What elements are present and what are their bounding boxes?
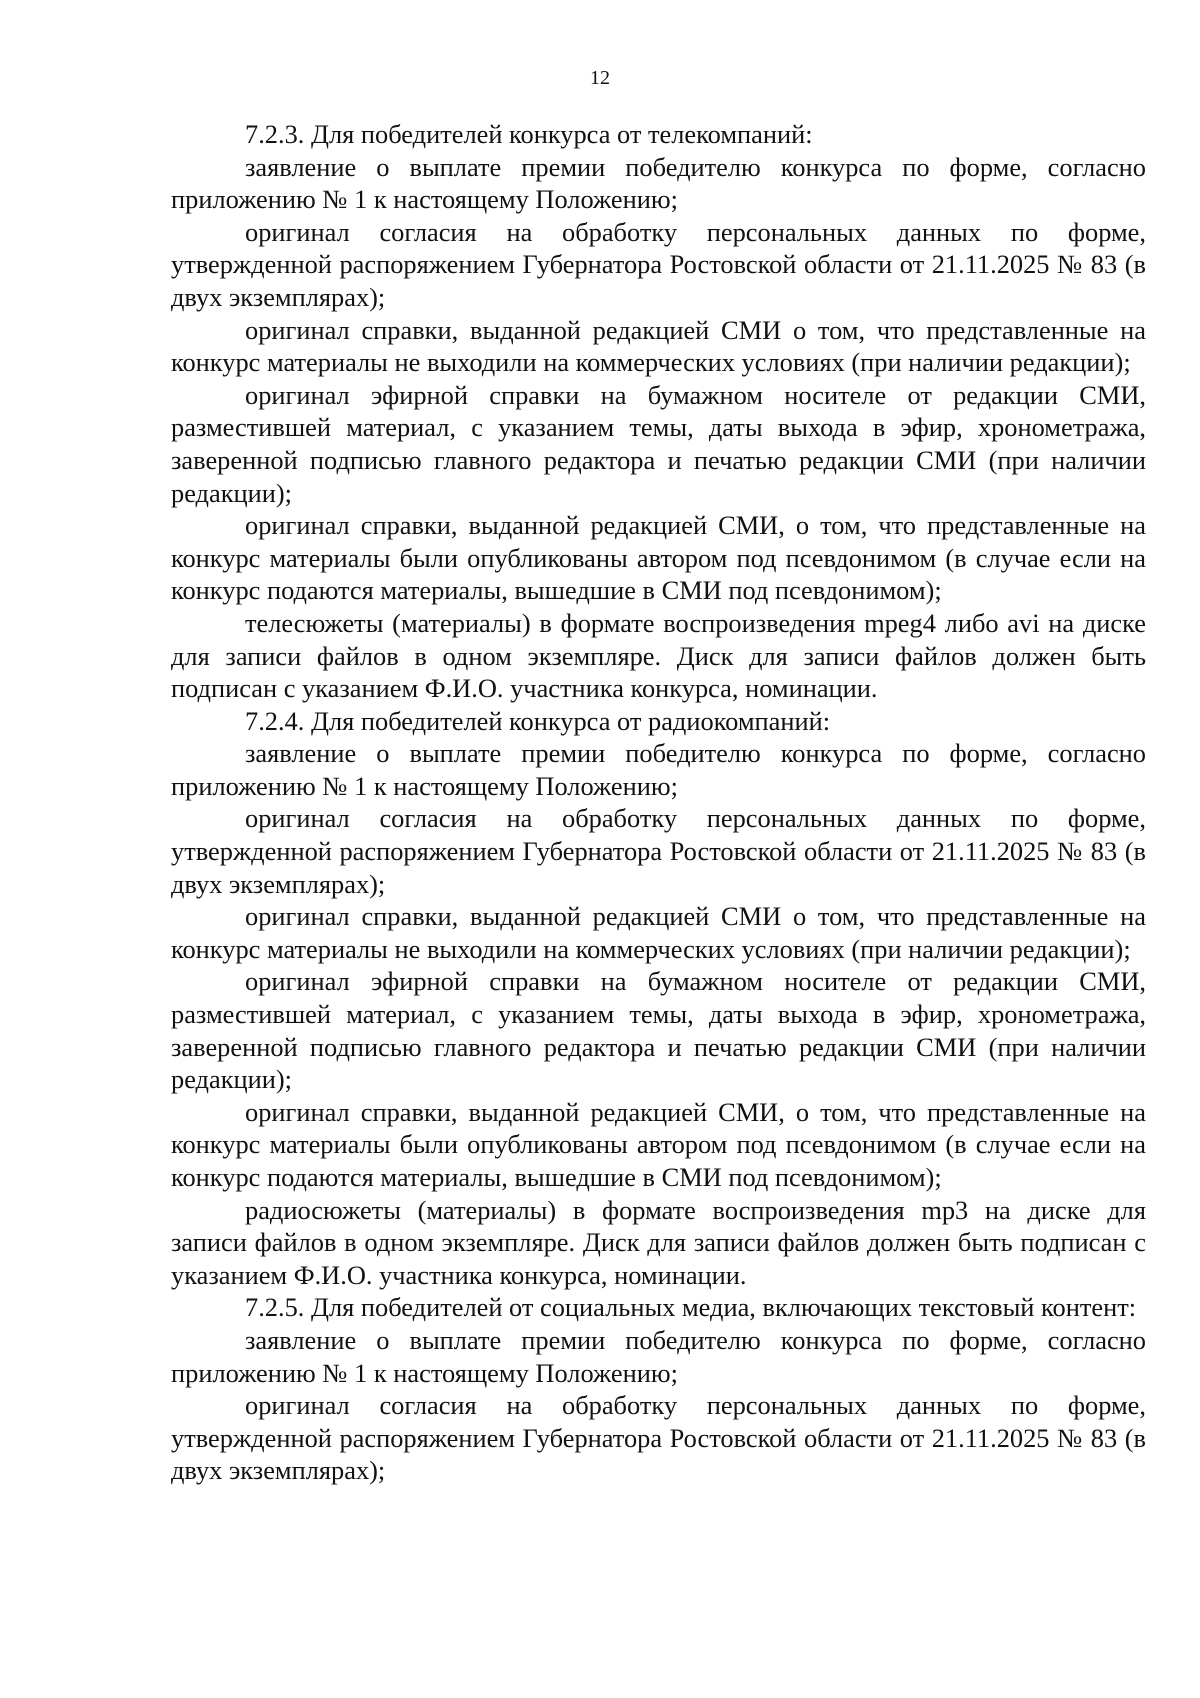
section-heading-7-2-5: 7.2.5. Для победителей от социальных медиа, включающих текстовый контент: (245, 1292, 1137, 1323)
list-item: оригинал справки, выданной редакцией СМИ, о том, что представленные на конкурс материалы были опубликованы автором под псевдонимом (в случае если на конкурс подаются материалы, вышедшие в СМИ под псевдонимом); (171, 1096, 1146, 1192)
list-item: оригинал справки, выданной редакцией СМИ о том, что представленные на конкурс материалы не выходили на коммерческих условиях (при наличии редакции); (171, 901, 1146, 964)
list-item: заявление о выплате премии победителю конкурса по форме, согласно приложению № 1 к настоящему Положению; (171, 738, 1146, 801)
list-item: заявление о выплате премии победителю конкурса по форме, согласно приложению № 1 к настоящему Положению; (171, 1324, 1146, 1388)
list-item: оригинал согласия на обработку персональных данных по форме, утвержденной распоряжением Губернатора Ростовской области от 21.11.2025 № 83 (в двух экземплярах); (171, 1390, 1146, 1486)
list-item: оригинал справки, выданной редакцией СМИ о том, что представленные на конкурс материалы не выходили на коммерческих условиях (при наличии редакции); (171, 314, 1146, 378)
list-item: оригинал эфирной справки на бумажном носителе от редакции СМИ, разместившей материал, с указанием темы, даты выхода в эфир, хронометража, заверенной подписью главного редактора и печатью редакции СМИ (при наличии редакции); (171, 379, 1146, 508)
list-item: телесюжеты (материалы) в формате воспроизведения mpeg4 либо avi на диске для записи файлов в одном экземпляре. Диск для записи файлов должен быть подписан с указанием Ф.И.О. участника конкурса, номинации. (171, 607, 1146, 704)
list-item: радиосюжеты (материалы) в формате воспроизведения mp3 на диске для записи файлов в одном экземпляре. Диск для записи файлов должен быть подписан с указанием Ф.И.О. участника конкурса, номинации. (171, 1194, 1146, 1290)
section-heading-7-2-4: 7.2.4. Для победителей конкурса от радиокомпаний: (245, 705, 831, 736)
list-item: заявление о выплате премии победителю конкурса по форме, согласно приложению № 1 к настоящему Положению; (171, 151, 1146, 215)
list-item: оригинал эфирной справки на бумажном носителе от редакции СМИ, разместившей материал, с указанием темы, даты выхода в эфир, хронометража, заверенной подписью главного редактора и печатью редакции СМИ (при наличии редакции); (171, 966, 1146, 1095)
list-item: оригинал согласия на обработку персональных данных по форме, утвержденной распоряжением Губернатора Ростовской области от 21.11.2025 № 83 (в двух экземплярах); (171, 216, 1146, 312)
document-body (171, 118, 1146, 1487)
page-number: 12 (590, 67, 610, 89)
list-item: оригинал согласия на обработку персональных данных по форме, утвержденной распоряжением Губернатора Ростовской области от 21.11.2025 № 83 (в двух экземплярах); (171, 803, 1146, 899)
section-heading-7-2-3: 7.2.3. Для победителей конкурса от телекомпаний: (245, 119, 813, 149)
list-item: оригинал справки, выданной редакцией СМИ, о том, что представленные на конкурс материалы были опубликованы автором под псевдонимом (в случае если на конкурс подаются материалы, вышедшие в СМИ под псевдонимом); (171, 510, 1146, 606)
